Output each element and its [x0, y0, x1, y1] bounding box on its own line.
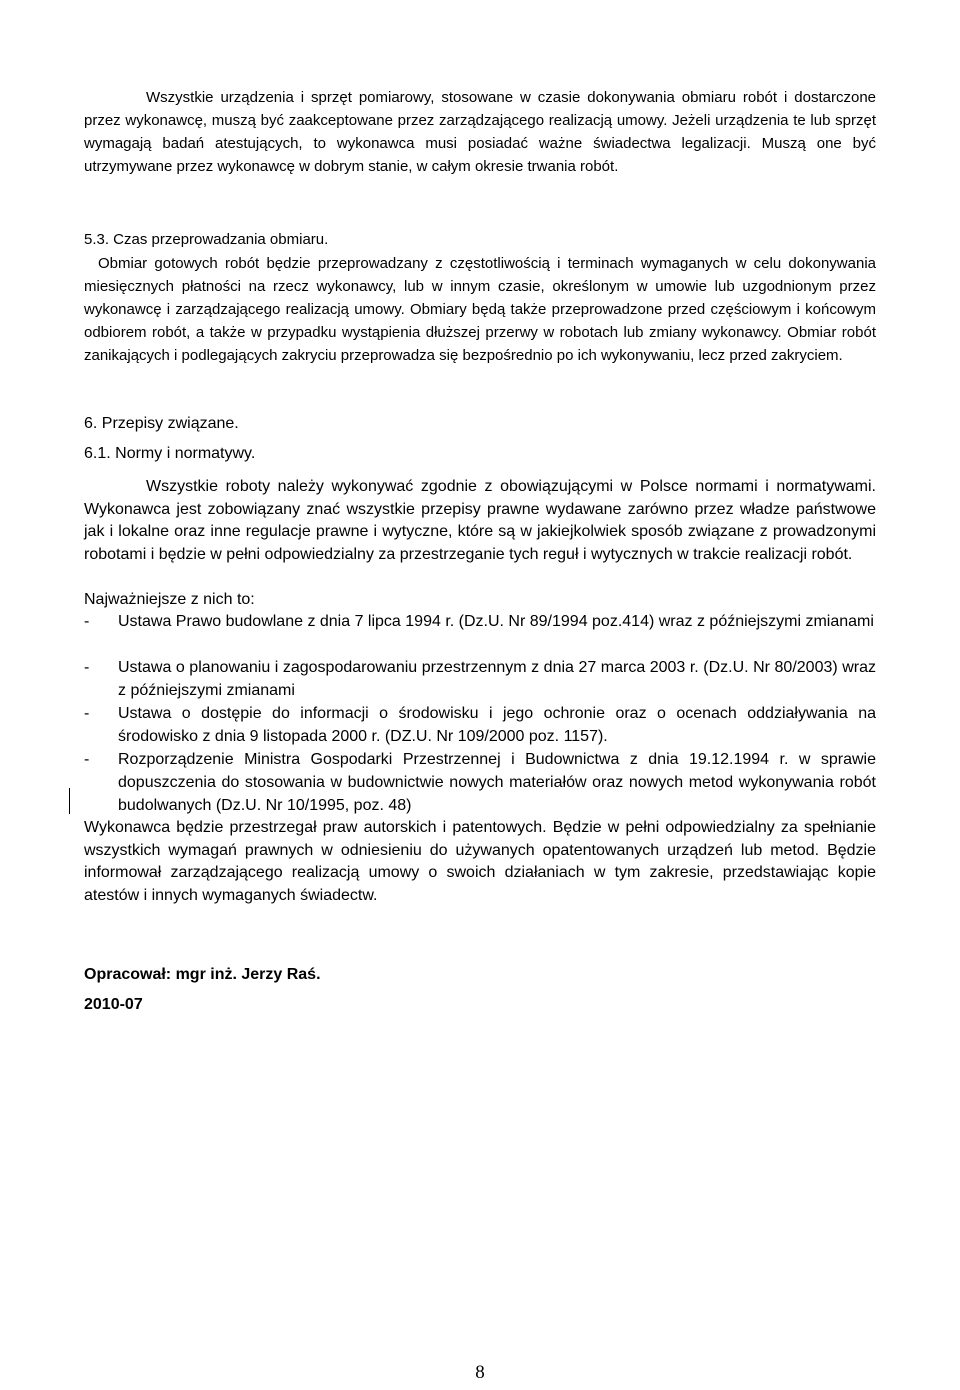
change-bar — [69, 788, 70, 814]
list-item — [84, 749, 876, 817]
list-item-text: Rozporządzenie Ministra Gospodarki Przestrzennej i Budownictwa z dnia 19.12.1994 r. w sprawie dopuszczenia do stosowania w budownictwie nowych materiałów oraz nowych metod wykonywania robót budolwanych (Dz.U. Nr 10/1995, poz. 48) — [118, 751, 876, 814]
page-number: 8 — [475, 1362, 485, 1383]
list-dash: - — [84, 613, 90, 630]
paragraph-measurement-timing: Obmiar gotowych robót będzie przeprowadzany z częstotliwością i terminach wymaganych w celu dokonywania miesięcznych płatności na rzecz wykonawcy, lub w innym czasie, określonym w umowie lub uzgodnionym przez wykonawcę i zarządzającego realizacją umowy. Obmiary będą także przeprowadzone przed częściowym i końcowym odbiorem robót, a także w przypadku wystąpienia dłuższej przerwy w robotach lub zmiany wykonawcy. Obmiar robót zanikających i podlegających zakryciu przeprowadza się bezpośrednio po ich wykonywaniu, lecz przed zakryciem. — [84, 255, 876, 364]
heading-6-1: 6.1. Normy i normatywy. — [84, 445, 256, 462]
list-intro: Najważniejsze z nich to: — [84, 591, 255, 608]
paragraph-regulations: Wszystkie roboty należy wykonywać zgodnie z obowiązującymi w Polsce normami i normatywami. Wykonawca jest zobowiązany znać wszystkie przepisy prawne wydawane zarówno przez władze państwowe jak i lokalne oraz inne regulacje prawne i wytyczne, które są w jakiejkolwiek sposób związane z prowadzonymi robotami i będzie w pełni odpowiedzialny za przestrzeganie tych reguł i wytycznych w trakcie realizacji robót. — [84, 478, 876, 563]
list-item-text: Ustawa o dostępie do informacji o środowisku i jego ochronie oraz o ocenach oddziaływania na środowisko z dnia 9 listopada 2000 r. (DZ.U. Nr 109/2000 poz. 1157). — [118, 705, 876, 745]
list-dash: - — [84, 751, 90, 768]
list-dash: - — [84, 659, 90, 676]
author-signature: Opracował: mgr inż. Jerzy Raś. — [84, 966, 321, 983]
list-dash: - — [84, 705, 90, 722]
list-item — [84, 611, 876, 634]
list-item-text: Ustawa Prawo budowlane z dnia 7 lipca 1994 r. (Dz.U. Nr 89/1994 poz.414) wraz z późniejszymi zmianami — [118, 613, 874, 630]
paragraph-patents: Wykonawca będzie przestrzegał praw autorskich i patentowych. Będzie w pełni odpowiedzialny za spełnianie wszystkich wymagań prawnych w odniesieniu do używanych opatentowanych urządzeń lub metod. Będzie informował zarządzającego realizacją umowy o swoich działaniach w tym zakresie, przedstawiając kopie atestów i innych wymaganych świadectw. — [84, 819, 876, 904]
document-date: 2010-07 — [84, 996, 143, 1013]
heading-5-3: 5.3. Czas przeprowadzania obmiaru. — [84, 231, 329, 248]
list-item — [84, 703, 876, 749]
list-item — [84, 657, 876, 703]
list-item-text: Ustawa o planowaniu i zagospodarowaniu przestrzennym z dnia 27 marca 2003 r. (Dz.U. Nr 80/2003) wraz z późniejszymi zmianami — [118, 659, 876, 699]
heading-6: 6. Przepisy związane. — [84, 415, 239, 432]
paragraph-measuring-equipment: Wszystkie urządzenia i sprzęt pomiarowy, stosowane w czasie dokonywania obmiaru robót i dostarczone przez wykonawcę, muszą być zaakceptowane przez zarządzającego realizacją umowy. Jeżeli urządzenia te lub sprzęt wymagają badań atestujących, to wykonawca musi posiadać ważne świadectwa legalizacji. Muszą one być utrzymywane przez wykonawcę w dobrym stanie, w całym okresie trwania robót. — [84, 89, 876, 175]
